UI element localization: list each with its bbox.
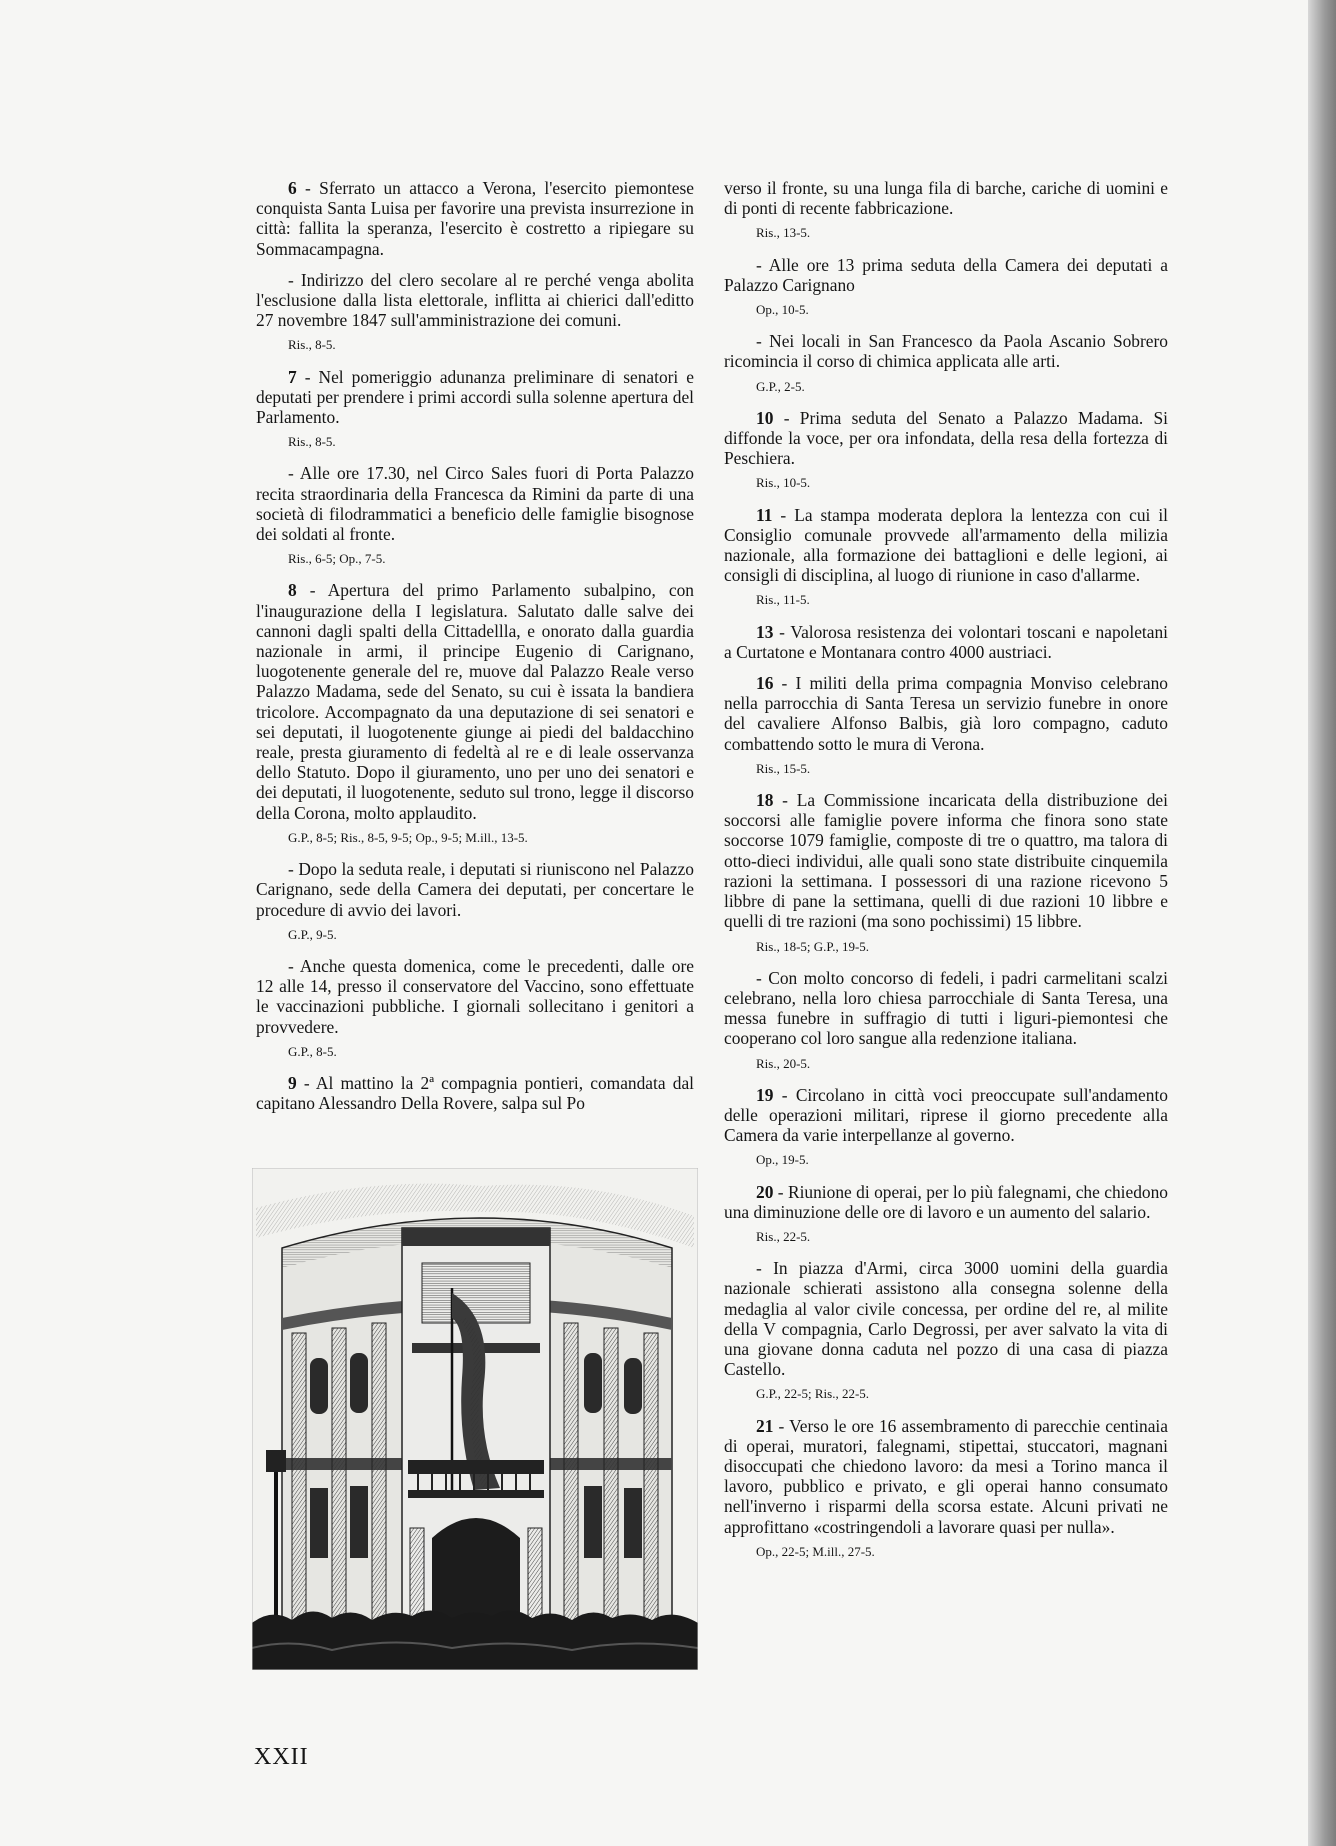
chronology-entry bbox=[724, 505, 1168, 611]
source-reference: Op., 19-5. bbox=[756, 1152, 809, 1168]
source-reference: G.P., 8-5. bbox=[288, 1043, 337, 1059]
entry-text bbox=[256, 270, 694, 331]
entry-day-number: 19 bbox=[756, 1084, 774, 1105]
source-reference: Ris., 20-5. bbox=[756, 1055, 811, 1071]
entry-text bbox=[256, 859, 694, 920]
source-reference: Op., 10-5. bbox=[756, 302, 809, 318]
chronology-entry bbox=[256, 463, 694, 569]
entry-body: - Apertura del primo Parlamento subalpino, con l'inaugurazione della I legislatura. Salutato dalle salve dei cannoni dagli spalti della Cittadellla, e onorato dalla guardia nazionale in armi, il principe Eugenio di Carignano, luogotenente generale del re, muove dal Palazzo Reale verso Palazzo Madama, sede del Senato, su cui è issata la bandiera tricolore. Accompagnato da una deputazione di sei senatori e sei deputati, il luogotenente giunge ai piedi del baldacchino reale, presta giuramento di fedeltà al re e di leale osservanza dello Statuto. Dopo il giuramento, uno per uno dei senatori e dei deputati, il luogotenente, seduto sul trono, legge il discorso della Corona, molto applaudito. bbox=[256, 580, 694, 823]
entry-day-number: 8 bbox=[288, 580, 297, 601]
entry-text bbox=[256, 178, 694, 259]
chronology-entry bbox=[256, 178, 694, 259]
chronology-entry bbox=[724, 673, 1168, 779]
chronology-entry bbox=[724, 1182, 1168, 1248]
chronology-entry bbox=[256, 580, 694, 848]
engraving-palazzo-madama bbox=[252, 1168, 698, 1670]
chronology-entry bbox=[256, 956, 694, 1062]
chronology-entry bbox=[724, 408, 1168, 494]
chronology-entry bbox=[724, 255, 1168, 321]
source-reference: Ris., 18-5; G.P., 19-5. bbox=[756, 938, 870, 954]
entry-body: - In piazza d'Armi, circa 3000 uomini della guardia nazionale schierati assistono alla consegna solenne della medaglia al valor civile concessa, per ordine del re, al milite della V compagnia, Carlo Degrossi, per aver salvato la vita di una giovane donna caduta nel pozzo di una casa di piazza Castello. bbox=[724, 1258, 1168, 1380]
entry-day-number: 6 bbox=[288, 178, 297, 198]
source-reference: G.P., 22-5; Ris., 22-5. bbox=[756, 1386, 870, 1402]
entry-body: - Sferrato un attacco a Verona, l'esercito piemontese conquista Santa Luisa per favorire una prevista insurrezione in città: fallita la speranza, l'esercito è costretto a ripiegare su Sommacampagna. bbox=[256, 178, 694, 259]
entry-text bbox=[724, 408, 1168, 469]
entry-text bbox=[256, 367, 694, 428]
entry-day-number: 16 bbox=[756, 673, 774, 694]
entry-body: - Alle ore 13 prima seduta della Camera dei deputati a Palazzo Carignano bbox=[724, 254, 1168, 295]
entry-body: verso il fronte, su una lunga fila di barche, cariche di uomini e di ponti di recente fabbricazione. bbox=[724, 178, 1168, 219]
source-reference: Ris., 8-5. bbox=[288, 434, 336, 450]
entry-day-number: 11 bbox=[756, 504, 773, 525]
entry-day-number: 7 bbox=[288, 366, 297, 387]
source-reference: Op., 22-5; M.ill., 27-5. bbox=[756, 1543, 875, 1559]
entry-body: - Circolano in città voci preoccupate sull'andamento delle operazioni militari, riprese il giorno precedente alla Camera da varie interpellanze al governo. bbox=[724, 1084, 1168, 1146]
chronology-entry bbox=[724, 331, 1168, 397]
entry-text bbox=[724, 622, 1168, 662]
source-reference: G.P., 8-5; Ris., 8-5, 9-5; Op., 9-5; M.ill., 13-5. bbox=[288, 829, 528, 845]
entry-body: - Prima seduta del Senato a Palazzo Madama. Si diffonde la voce, per ora infondata, della resa della fortezza di Peschiera. bbox=[724, 407, 1168, 469]
chronology-entry bbox=[724, 968, 1168, 1074]
source-reference: Ris., 10-5. bbox=[756, 475, 811, 491]
source-reference: Ris., 15-5. bbox=[756, 760, 811, 776]
entry-text bbox=[724, 255, 1168, 295]
entry-body: - Anche questa domenica, come le precedenti, dalle ore 12 alle 14, presso il conservatore del Vaccino, sono effettuate le vaccinazioni pubbliche. I giornali sollecitano i genitori a provvedere. bbox=[256, 955, 694, 1037]
chronology-entry bbox=[724, 790, 1168, 957]
chronology-entry bbox=[724, 1416, 1168, 1562]
entry-body: - Nel pomeriggio adunanza preliminare di senatori e deputati per prendere i primi accordi sulla solenne apertura del Parlamento. bbox=[256, 366, 694, 428]
entry-text bbox=[724, 790, 1168, 931]
chronology-entry bbox=[256, 367, 694, 453]
source-reference: Ris., 22-5. bbox=[756, 1228, 811, 1244]
entry-text bbox=[724, 1416, 1168, 1537]
entry-body: - I militi della prima compagnia Monviso celebrano nella parrocchia di Santa Teresa un servizio funebre in onore del cavaliere Alfonso Balbis, già loro compagno, caduto combattendo sotto le mura di Verona. bbox=[724, 673, 1168, 754]
chronology-entry bbox=[256, 1073, 694, 1113]
entry-body: - Verso le ore 16 assembramento di parecchie centinaia di operai, muratori, falegnami, stipettai, stuccatori, magnani disoccupati che chiedono lavoro: da mesi a Torino manca il lavoro, pubblico e privato, e gli operai hanno consumato nell'inverno i risparmi della scorsa estate. Alcuni privati ne approfittano «costringendoli a lavorare quasi per nulla». bbox=[724, 1415, 1168, 1537]
entry-text bbox=[256, 1073, 694, 1113]
source-reference: G.P., 2-5. bbox=[756, 378, 805, 394]
entry-text bbox=[724, 1182, 1168, 1222]
entry-text bbox=[724, 673, 1168, 754]
page-number: XXII bbox=[254, 1744, 309, 1770]
entry-text bbox=[724, 505, 1168, 586]
entry-body: - La Commissione incaricata della distribuzione dei soccorsi alle famiglie povere informa che finora sono state soccorse 1079 famiglie, composte di tre o quattro, ma talora di otto-dieci individui, alle quali sono state distribuite cinquemila razioni la settimana. I possessori di una razione ricevono 5 libbre di pane la settimana, quelli di due razioni 10 libbre e quelli di tre razioni (ma sono pochissimi) 15 libbre. bbox=[724, 790, 1168, 932]
entry-body: - Riunione di operai, per lo più falegnami, che chiedono una diminuzione delle ore di lavoro e un aumento del salario. bbox=[724, 1181, 1168, 1222]
entry-body: - La stampa moderata deplora la lentezza con cui il Consiglio comunale provvede all'armamento della milizia nazionale, alla formazione dei battaglioni e delle legioni, ai consigli di disciplina, al luogo di riunione in caso d'allarme. bbox=[724, 504, 1168, 586]
entry-text bbox=[724, 968, 1168, 1049]
entry-body: - Valorosa resistenza dei volontari toscani e napoletani a Curtatone e Montanara contro 4000 austriaci. bbox=[724, 621, 1168, 662]
source-reference: G.P., 9-5. bbox=[288, 926, 337, 942]
page-edge-shadow bbox=[1308, 0, 1336, 1846]
entry-text bbox=[724, 178, 1168, 218]
chronology-entry bbox=[724, 1258, 1168, 1404]
entry-text bbox=[724, 1258, 1168, 1379]
entry-body: - Indirizzo del clero secolare al re perché venga abolita l'esclusione dalla lista elettorale, inflitta ai chierici dall'editto 27 novembre 1847 sull'amministrazione dei comuni. bbox=[256, 269, 694, 331]
source-reference: Ris., 6-5; Op., 7-5. bbox=[288, 551, 386, 567]
entry-body: - Nei locali in San Francesco da Paola Ascanio Sobrero ricomincia il corso di chimica applicata alle arti. bbox=[724, 331, 1168, 372]
entry-day-number: 13 bbox=[756, 621, 774, 642]
chronology-entry bbox=[724, 1085, 1168, 1171]
source-reference: Ris., 11-5. bbox=[756, 592, 810, 608]
right-column bbox=[724, 178, 1168, 1573]
entry-day-number: 21 bbox=[756, 1415, 774, 1436]
chronology-entry bbox=[256, 270, 694, 356]
chronology-entry bbox=[724, 178, 1168, 244]
entry-text bbox=[724, 1085, 1168, 1146]
entry-day-number: 20 bbox=[756, 1181, 774, 1202]
entry-body: - Dopo la seduta reale, i deputati si riuniscono nel Palazzo Carignano, sede della Camera dei deputati, per concertare le procedure di avvio dei lavori. bbox=[256, 859, 694, 920]
entry-text bbox=[256, 580, 694, 822]
chronology-entry bbox=[724, 622, 1168, 662]
entry-body: - Alle ore 17.30, nel Circo Sales fuori di Porta Palazzo recita straordinaria della Francesca da Rimini da parte di una società di filodrammatici a beneficio delle famiglie bisognose dei soldati al fronte. bbox=[256, 463, 694, 545]
entry-text bbox=[256, 463, 694, 544]
left-column bbox=[256, 178, 694, 1124]
entry-day-number: 9 bbox=[288, 1072, 297, 1093]
source-reference: Ris., 13-5. bbox=[756, 225, 811, 241]
entry-body: - Al mattino la 2ª compagnia pontieri, comandata dal capitano Alessandro Della Rovere, salpa sul Po bbox=[256, 1072, 694, 1114]
chronology-entry bbox=[256, 859, 694, 945]
source-reference: Ris., 8-5. bbox=[288, 337, 336, 353]
entry-text bbox=[724, 331, 1168, 371]
entry-day-number: 10 bbox=[756, 407, 774, 428]
entry-day-number: 18 bbox=[756, 790, 774, 811]
entry-text bbox=[256, 956, 694, 1037]
entry-body: - Con molto concorso di fedeli, i padri carmelitani scalzi celebrano, nella loro chiesa parrocchiale di Santa Teresa, una messa funebre in suffragio di tutti i liguri-piemontesi che cooperano col loro sangue alla redenzione italiana. bbox=[724, 967, 1168, 1049]
